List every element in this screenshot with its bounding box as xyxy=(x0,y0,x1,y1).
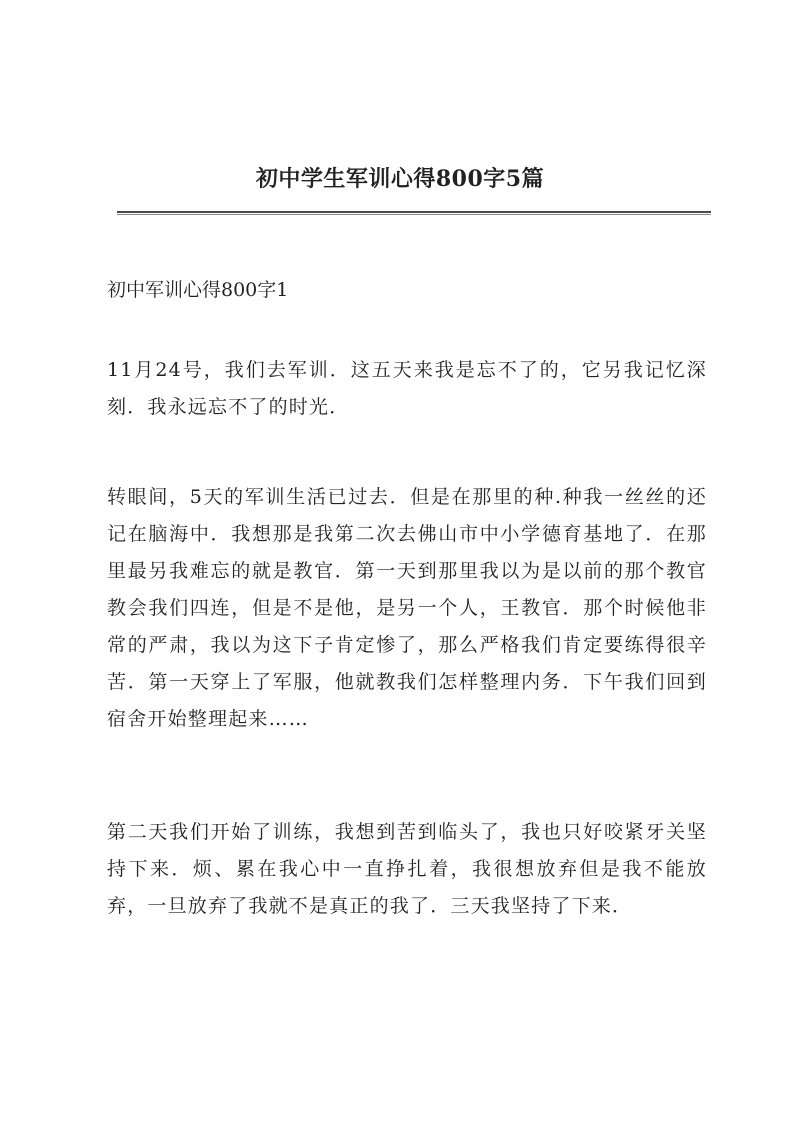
section-heading: 初中军训心得800字1 xyxy=(107,279,289,301)
paragraph-3: 第二天我们开始了训练，我想到苦到临头了，我也只好咬紧牙关坚持下来．烦、累在我心中一直挣扎着，我很想放弃但是我不能放弃，一旦放弃了我就不是真正的我了．三天我坚持了下来． xyxy=(107,821,707,917)
title-divider xyxy=(117,211,711,215)
document-title: 初中学生军训心得800字5篇 xyxy=(255,166,545,192)
paragraph-2: 转眼间，5天的军训生活已过去．但是在那里的种.种我一丝丝的还记在脑海中．我想那是我第二次去佛山市中小学德育基地了．在那里最另我难忘的就是教官．第一天到那里我以为是以前的那个教官教会我们四连，但是不是他，是另一个人，王教官．那个时候他非常的严肃，我以为这下子肯定惨了，那么严格我们肯定要练得很辛苦．第一天穿上了军服，他就教我们怎样整理内务．下午我们回到宿舍开始整理起来…… xyxy=(107,486,707,730)
paragraph-1: 11月24号，我们去军训．这五天来我是忘不了的，它另我记忆深刻．我永远忘不了的时光． xyxy=(107,359,707,418)
